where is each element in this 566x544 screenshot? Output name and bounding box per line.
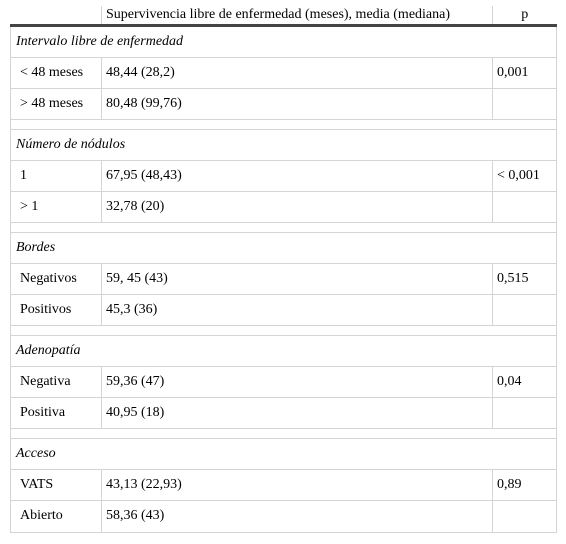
p-value: 0,04 (493, 367, 557, 398)
survival-value: 48,44 (28,2) (102, 58, 493, 89)
row-label: Negativa (11, 367, 102, 398)
table-row (11, 192, 557, 223)
section-title: Número de nódulos (11, 130, 557, 161)
p-value (493, 501, 557, 533)
p-value: 0,515 (493, 264, 557, 295)
table-row (11, 470, 557, 501)
row-label: Positiva (11, 398, 102, 429)
survival-value: 32,78 (20) (102, 192, 493, 223)
survival-value: 40,95 (18) (102, 398, 493, 429)
survival-value: 67,95 (48,43) (102, 161, 493, 192)
row-label: Negativos (11, 264, 102, 295)
section-title: Intervalo libre de enfermedad (11, 26, 557, 58)
survival-value: 43,13 (22,93) (102, 470, 493, 501)
section-spacer-row (11, 223, 557, 233)
row-label: < 48 meses (11, 58, 102, 89)
p-value: < 0,001 (493, 161, 557, 192)
spacer-cell (11, 120, 557, 130)
section-header-row (11, 233, 557, 264)
p-value (493, 398, 557, 429)
p-value (493, 89, 557, 120)
section-spacer-row (11, 120, 557, 130)
section-header-row (11, 26, 557, 58)
spacer-cell (11, 326, 557, 336)
results-table-container (10, 6, 556, 533)
row-label: Positivos (11, 295, 102, 326)
p-value (493, 295, 557, 326)
section-title: Adenopatía (11, 336, 557, 367)
spacer-cell (11, 429, 557, 439)
row-label: Abierto (11, 501, 102, 533)
header-row (11, 6, 557, 26)
header-p: p (493, 6, 557, 26)
row-label: 1 (11, 161, 102, 192)
table-row (11, 58, 557, 89)
survival-value: 58,36 (43) (102, 501, 493, 533)
section-title: Bordes (11, 233, 557, 264)
p-value: 0,001 (493, 58, 557, 89)
row-label: VATS (11, 470, 102, 501)
section-header-row (11, 336, 557, 367)
table-row (11, 501, 557, 533)
survival-value: 59,36 (47) (102, 367, 493, 398)
survival-value: 80,48 (99,76) (102, 89, 493, 120)
table-row (11, 398, 557, 429)
table-row (11, 264, 557, 295)
row-label: > 48 meses (11, 89, 102, 120)
header-variable (11, 6, 102, 26)
header-survival: Supervivencia libre de enfermedad (meses), media (mediana) (102, 6, 493, 26)
section-spacer-row (11, 429, 557, 439)
section-title: Acceso (11, 439, 557, 470)
survival-table (10, 6, 557, 533)
table-row (11, 161, 557, 192)
section-header-row (11, 439, 557, 470)
p-value (493, 192, 557, 223)
p-value: 0,89 (493, 470, 557, 501)
spacer-cell (11, 223, 557, 233)
table-row (11, 295, 557, 326)
section-header-row (11, 130, 557, 161)
section-spacer-row (11, 326, 557, 336)
table-row (11, 367, 557, 398)
survival-value: 59, 45 (43) (102, 264, 493, 295)
row-label: > 1 (11, 192, 102, 223)
table-row (11, 89, 557, 120)
survival-value: 45,3 (36) (102, 295, 493, 326)
